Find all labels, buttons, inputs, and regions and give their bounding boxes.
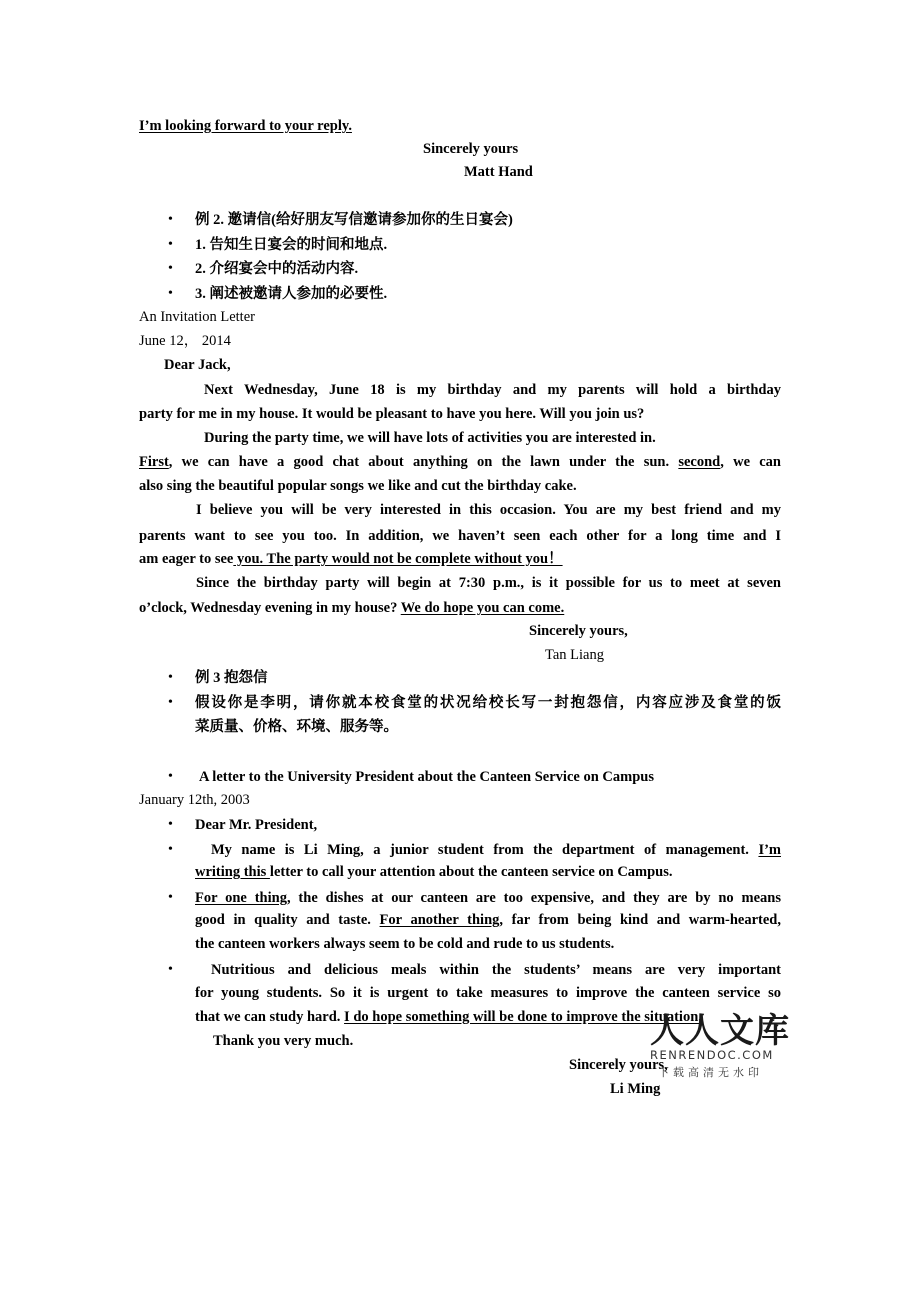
paragraph-line: Next Wednesday, June 18 is my birthday and my parents will hold a birthday [204, 382, 781, 398]
bullet-dot: • [168, 817, 173, 832]
paragraph-line: Since the birthday party will begin at 7:30 p.m., is it possible for us to meet at seven [196, 575, 781, 591]
prompt-line: 菜质量、价格、环境、服务等。 [195, 719, 398, 735]
salutation: Dear Mr. President, [195, 817, 318, 833]
example2-point-3: 3. 阐述被邀请人参加的必要性. [195, 286, 388, 302]
signature: Matt Hand [464, 164, 533, 180]
watermark-title: 人人文库 [650, 1011, 790, 1051]
bullet-dot: • [168, 237, 173, 252]
paragraph-line: good in quality and taste. For another thing, far from being kind and warm-hearted, [195, 912, 781, 928]
example2-point-2: 2. 介绍宴会中的活动内容. [195, 261, 359, 277]
paragraph-line: During the party time, we will have lots of activities you are interested in. [204, 430, 656, 446]
paragraph-line: for young students. So it is urgent to take measures to improve the canteen service so [195, 985, 781, 1001]
underlined-second: second [678, 454, 721, 470]
underlined-phrase: writing this [195, 864, 270, 880]
paragraph-line: First, we can have a good chat about anything on the lawn under the sun. second, we can [139, 454, 781, 470]
paragraph-line: also sing the beautiful popular songs we like and cut the birthday cake. [139, 478, 577, 494]
paragraph-line: am eager to see you. The party would not be complete without you！ [139, 551, 563, 567]
underlined-sentence: We do hope you can come. [400, 600, 565, 616]
bullet-dot: • [168, 670, 173, 685]
paragraph-line: that we can study hard. I do hope something will be done to improve the situation. [195, 1009, 702, 1025]
underlined-first: First [139, 454, 169, 470]
underlined-sentence: I do hope something will be done to improve the situation. [344, 1009, 702, 1025]
paragraph-line: My name is Li Ming, a junior student from the department of management. I’m [211, 842, 781, 858]
paragraph-line: parents want to see you too. In addition, we haven’t seen each other for a long time and I [139, 528, 781, 544]
watermark-site: RENRENDOC.COM [650, 1048, 774, 1062]
letter-title: An Invitation Letter [139, 309, 255, 325]
example2-point-1: 1. 告知生日宴会的时间和地点. [195, 237, 388, 253]
example2-heading: 例 2. 邀请信(给好朋友写信邀请参加你的生日宴会) [195, 212, 513, 228]
bullet-dot: • [168, 769, 173, 784]
prompt-line: 假设你是李明，请你就本校食堂的状况给校长写一封抱怨信，内容应涉及食堂的饭 [195, 695, 781, 711]
paragraph-line: party for me in my house. It would be pleasant to have you here. Will you join us? [139, 406, 645, 422]
bullet-dot: • [168, 212, 173, 227]
closing-line: I’m looking forward to your reply. [139, 118, 352, 134]
letter-title: A letter to the University President about the Canteen Service on Campus [199, 769, 654, 785]
watermark-logo [650, 1011, 790, 1083]
letter-date: January 12th, 2003 [139, 792, 250, 808]
sign-off: Sincerely yours, [529, 623, 628, 639]
bullet-dot: • [168, 695, 173, 710]
thanks-line: Thank you very much. [213, 1033, 354, 1049]
paragraph-line: I believe you will be very interested in this occasion. You are my best friend and my [196, 502, 781, 518]
underlined-sentence: The party would not be complete without you！ [266, 551, 563, 567]
paragraph-line: writing this letter to call your attention about the canteen service on Campus. [195, 864, 673, 880]
paragraph-line: o’clock, Wednesday evening in my house? We do hope you can come. [139, 600, 565, 616]
paragraph-line: For one thing, the dishes at our canteen are too expensive, and they are by no means [195, 890, 781, 906]
bullet-dot: • [168, 962, 173, 977]
signature: Tan Liang [545, 647, 604, 663]
bullet-dot: • [168, 842, 173, 857]
sign-off: Sincerely yours, [569, 1057, 668, 1073]
bullet-dot: • [168, 286, 173, 301]
paragraph-line: the canteen workers always seem to be cold and rude to us students. [195, 936, 615, 952]
bullet-dot: • [168, 890, 173, 905]
underlined-phrase: I’m [758, 842, 781, 858]
bullet-dot: • [168, 261, 173, 276]
sign-off: Sincerely yours [423, 141, 519, 157]
paragraph-line: Nutritious and delicious meals within the students’ means are very important [211, 962, 781, 978]
watermark-subtitle: 下载高清无水印 [658, 1066, 763, 1079]
signature: Li Ming [610, 1081, 661, 1097]
underlined-phrase: For another thing [379, 912, 500, 928]
salutation: Dear Jack, [164, 357, 231, 373]
letter-date: June 12， 2014 [139, 333, 231, 349]
underlined-phrase: For one thing [195, 890, 287, 906]
example3-heading: 例 3 抱怨信 [195, 670, 268, 686]
